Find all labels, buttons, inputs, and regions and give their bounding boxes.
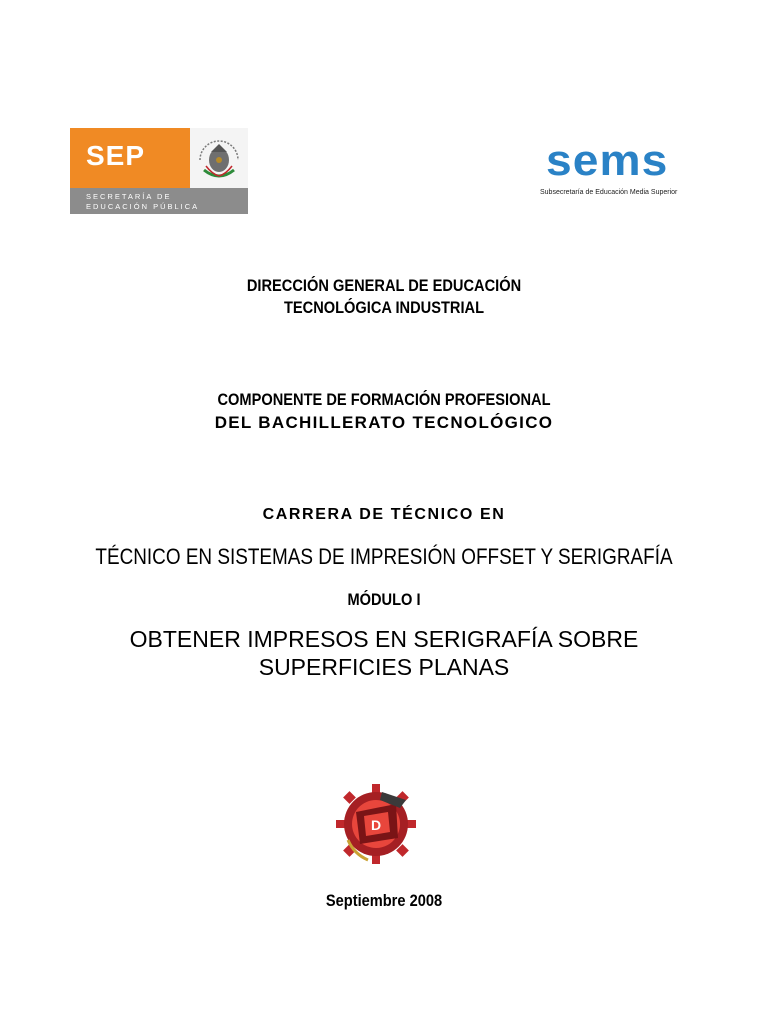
sep-logo-word: SEP — [86, 140, 146, 171]
module-label: MÓDULO I — [347, 590, 421, 609]
sems-logo-word: sems — [546, 136, 669, 185]
heading-line-2: TECNOLÓGICA INDUSTRIAL — [283, 298, 485, 317]
svg-text:D: D — [370, 817, 382, 833]
sems-logo-subtitle: Subsecretaría de Educación Media Superior — [540, 189, 678, 196]
component-line-2: DEL BACHILLERATO TECNOLÓGICO — [214, 413, 554, 432]
sep-logo-top — [70, 128, 248, 188]
module-title-line-1: OBTENER IMPRESOS EN SERIGRAFÍA SOBRE — [129, 626, 639, 652]
sep-logo-caption-line1: SECRETARÍA DE — [86, 192, 172, 201]
mexican-coat-of-arms-icon — [194, 130, 244, 186]
mexican-coat-of-arms-box — [190, 128, 248, 188]
career-name: TÉCNICO EN SISTEMAS DE IMPRESIÓN OFFSET Y SERIGRAFÍA — [95, 544, 673, 569]
career-label: CARRERA DE TÉCNICO EN — [262, 506, 506, 523]
sep-logo — [70, 128, 248, 214]
sems-logo — [538, 136, 694, 202]
module-title-line-2: SUPERFICIES PLANAS — [258, 654, 510, 680]
heading-line-1: DIRECCIÓN GENERAL DE EDUCACIÓN — [246, 276, 522, 295]
dgeti-gear-emblem-icon — [334, 782, 418, 866]
sep-logo-caption — [70, 188, 248, 214]
sep-logo-caption-line2: EDUCACIÓN PÚBLICA — [86, 202, 200, 211]
publication-date: Septiembre 2008 — [325, 891, 443, 910]
sep-logo-orange-block — [70, 128, 190, 188]
component-line-1: COMPONENTE DE FORMACIÓN PROFESIONAL — [217, 390, 551, 409]
